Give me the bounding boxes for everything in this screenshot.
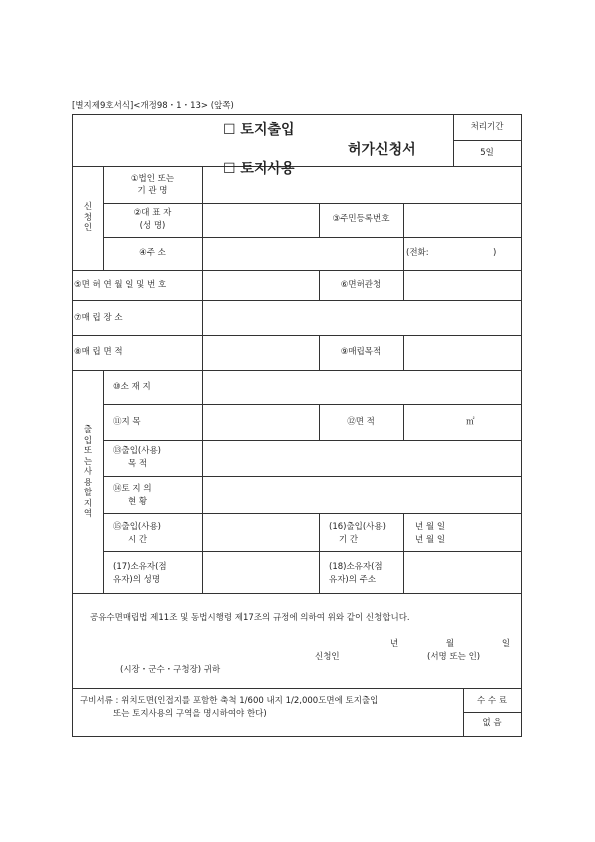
land-area-label: ⑫면 적: [347, 417, 375, 427]
title-option-land-use: ☐ 토지사용: [223, 161, 295, 177]
land-status-label-1: ⑭토 지 의: [113, 484, 152, 494]
entry-time-label-2: 시 간: [128, 535, 148, 545]
reclaim-purpose-field[interactable]: [404, 336, 521, 370]
signature-note[interactable]: (서명 또는 인): [427, 652, 481, 662]
entry-period-label-1: (16)출입(사용): [329, 522, 386, 532]
corp-name-field[interactable]: [203, 167, 521, 203]
applicant-sign-label: 신청인: [315, 652, 340, 662]
resident-number-field[interactable]: [404, 204, 521, 237]
reclaim-purpose-label: ⑨매립목적: [340, 347, 382, 357]
title-suffix: 허가신청서: [348, 142, 416, 158]
reclaim-area-field[interactable]: [203, 336, 319, 370]
representative-label-1: ②대 표 자: [133, 208, 172, 218]
location-field[interactable]: [203, 371, 521, 404]
land-area-unit: ㎡: [466, 417, 475, 427]
required-docs-line-1: 구비서류 : 위치도면(인접지를 포함한 축척 1/600 내지 1/2,000도면에 토지출입: [80, 696, 379, 706]
license-office-label: ⑥면허관청: [340, 280, 382, 290]
land-category-label: ⑪지 목: [113, 417, 141, 427]
land-area-field[interactable]: [404, 405, 521, 440]
owner-name-label-1: (17)소유자(점: [113, 562, 167, 572]
entry-period-label-2: 기 간: [339, 535, 359, 545]
owner-name-field[interactable]: [203, 552, 319, 593]
applicant-section-label: 신청인: [83, 202, 93, 233]
owner-address-label-1: (18)소유자(점: [329, 562, 383, 572]
declaration-text: 공유수면매립법 제11조 및 동법시행령 제17조의 규정에 의하여 위와 같이 신청합니다.: [90, 613, 410, 623]
license-office-field[interactable]: [404, 271, 521, 300]
entry-purpose-label-2: 목 적: [128, 459, 148, 469]
representative-label-2: (성 명): [139, 221, 166, 231]
entry-period-end[interactable]: 년 월 일: [415, 535, 446, 545]
entry-purpose-label-1: ⑬출입(사용): [113, 446, 161, 456]
title-option-land-entry: ☐ 토지출입: [223, 122, 295, 138]
license-date-label: ⑤면 허 연 월 일 및 번 호: [74, 280, 167, 290]
corp-name-label-1: ①법인 또는: [130, 174, 175, 184]
resident-number-label: ③주민등록번호: [332, 214, 390, 224]
location-label: ⑩소 재 지: [113, 382, 151, 392]
reclaim-place-field[interactable]: [203, 301, 521, 335]
address-label: ④주 소: [139, 248, 166, 258]
phone-close: ): [493, 248, 497, 258]
land-section-label: 출입또는사용할지역: [83, 425, 93, 519]
entry-purpose-field[interactable]: [203, 441, 521, 476]
declaration-date[interactable]: 년 월 일: [390, 639, 511, 649]
entry-time-field[interactable]: [203, 514, 319, 551]
land-category-field[interactable]: [203, 405, 319, 440]
reclaim-area-label: ⑧매 립 면 적: [74, 347, 123, 357]
processing-period-value: 5일: [480, 148, 494, 158]
entry-period-start[interactable]: 년 월 일: [415, 522, 446, 532]
required-docs-line-2: 또는 토지사용의 구역을 명시하여야 한다): [113, 709, 267, 719]
fee-value: 없 음: [482, 718, 502, 728]
recipient-label: (시장・군수・구청장) 귀하: [120, 665, 221, 675]
license-date-field[interactable]: [203, 271, 319, 300]
phone-label: (전화:: [406, 248, 429, 258]
title-option-clip: [223, 155, 295, 177]
form-header-note: [별지제9호서식]<개정98・1・13> (앞쪽): [72, 101, 234, 111]
owner-address-label-2: 유자)의 주소: [329, 575, 377, 585]
land-status-field[interactable]: [203, 477, 521, 513]
fee-label: 수 수 료: [476, 696, 508, 706]
reclaim-place-label: ⑦매 립 장 소: [74, 313, 123, 323]
owner-address-field[interactable]: [404, 552, 521, 593]
land-status-label-2: 현 황: [128, 497, 148, 507]
corp-name-label-2: 기 관 명: [137, 186, 168, 196]
address-field[interactable]: [203, 238, 403, 270]
owner-name-label-2: 유자)의 성명: [113, 575, 161, 585]
representative-field[interactable]: [203, 204, 319, 237]
processing-period-label: 처리기간: [470, 122, 504, 132]
entry-time-label-1: ⑮출입(사용): [113, 522, 161, 532]
